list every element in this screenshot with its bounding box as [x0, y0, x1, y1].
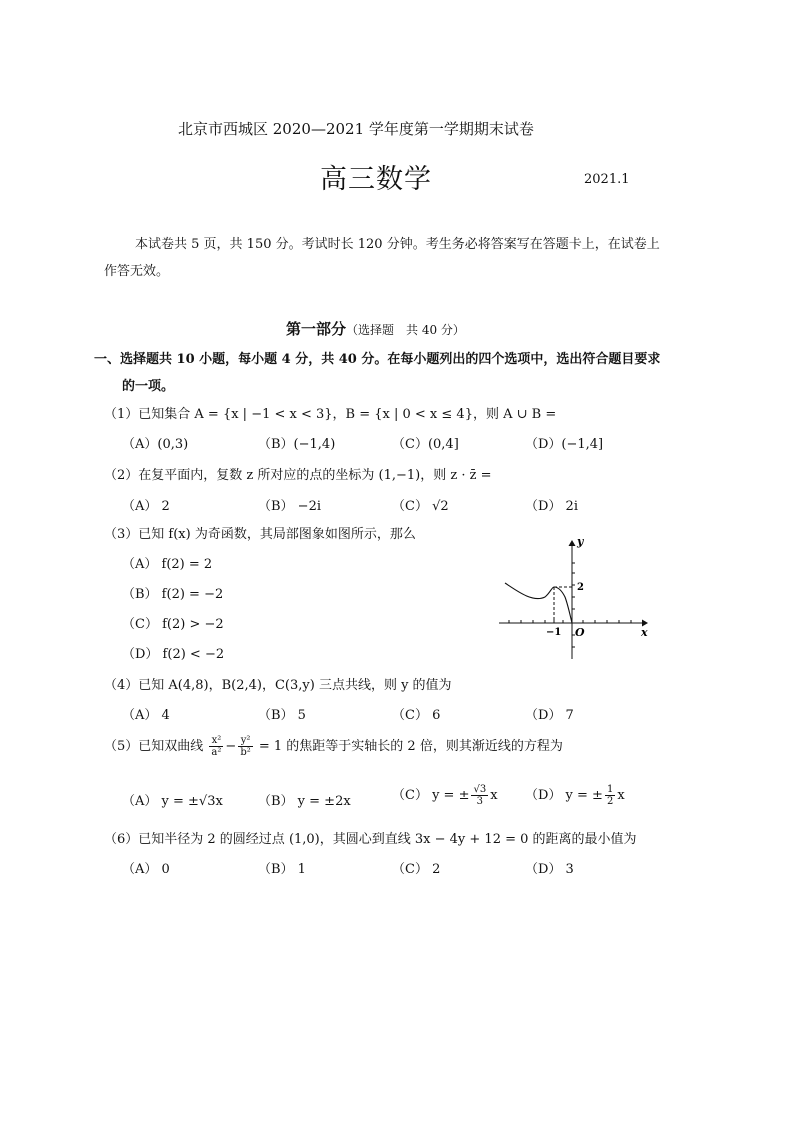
q5-option-d-prefix: （D） y = ± — [525, 788, 603, 803]
function-graph — [495, 535, 655, 665]
exam-title-line: 北京市西城区 2020—2021 学年度第一学期期末试卷 — [178, 120, 534, 138]
q3-option-d: （D） f(2) < −2 — [122, 647, 225, 662]
q5-fraction-y — [238, 735, 252, 758]
function-curve — [505, 583, 572, 623]
q5-fraction-x — [209, 735, 223, 758]
q3-option-a: （A） f(2) = 2 — [122, 557, 213, 572]
x-axis-label: x — [641, 626, 648, 639]
q5-option-c-prefix: （C） y = ± — [392, 788, 470, 803]
q2-option-a: （A） 2 — [122, 499, 170, 514]
q1-option-b: （B）(−1,4) — [258, 437, 336, 452]
q5-frac2-den: b² — [240, 747, 251, 758]
y-axis-label: y — [577, 535, 584, 548]
question-5-stem — [104, 732, 563, 762]
question-4-stem: （4）已知 A(4,8)，B(2,4)，C(3,y) 三点共线，则 y 的值为 — [104, 678, 452, 693]
q4-option-d: （D） 7 — [525, 708, 574, 723]
exam-date: 2021.1 — [584, 172, 630, 187]
q6-option-b: （B） 1 — [258, 862, 306, 877]
q5-option-d-var: x — [617, 788, 625, 803]
part1-heading-note: （选择题 共 40 分） — [346, 323, 465, 337]
q2-option-d: （D） 2i — [525, 499, 578, 514]
q5-frac1-den: a² — [211, 747, 222, 758]
q3-option-c: （C） f(2) > −2 — [122, 617, 224, 632]
question-6-stem: （6）已知半径为 2 的圆经过点 (1,0)，其圆心到直线 3x − 4y + 12 = 0 的距离的最小值为 — [104, 832, 637, 847]
q1-option-a: （A）(0,3) — [122, 437, 189, 452]
subject-title: 高三数学 — [320, 164, 432, 195]
q5-option-c-den: 3 — [476, 796, 484, 807]
y-tick-label: 2 — [577, 582, 584, 593]
q6-option-d: （D） 3 — [525, 862, 574, 877]
q2-option-c: （C） √2 — [392, 499, 449, 514]
q5-option-d-den: 2 — [606, 796, 614, 807]
q4-option-a: （A） 4 — [122, 708, 170, 723]
question-1-stem: （1）已知集合 A = {x | −1 < x < 3}，B = {x | 0 < x ≤ 4}，则 A ∪ B = — [104, 407, 557, 422]
q5-option-d-fraction — [605, 784, 615, 807]
part1-heading — [286, 318, 465, 339]
q2-option-b: （B） −2i — [258, 499, 322, 514]
origin-label: O — [575, 626, 585, 639]
section-intro-line-1: 一、选择题共 10 小题，每小题 4 分，共 40 分。在每小题列出的四个选项中，选出符合题目要求 — [94, 352, 661, 367]
q6-option-c: （C） 2 — [392, 862, 441, 877]
q6-option-a: （A） 0 — [122, 862, 170, 877]
q5-frac2-num: y² — [238, 735, 252, 747]
x-ticks — [509, 619, 631, 623]
q5-option-c-fraction — [471, 784, 488, 807]
q1-option-d: （D）(−1,4] — [525, 437, 604, 452]
q5-frac1-num: x² — [209, 735, 223, 747]
instructions-line-1: 本试卷共 5 页，共 150 分。考试时长 120 分钟。考生务必将答案写在答题卡上，在试卷上 — [135, 237, 660, 252]
q5-minus: − — [225, 739, 237, 754]
q4-option-b: （B） 5 — [258, 708, 306, 723]
question-3-stem: （3）已知 f(x) 为奇函数，其局部图象如图所示，那么 — [104, 527, 416, 542]
q5-stem-prefix: （5）已知双曲线 — [104, 739, 204, 754]
q5-option-c-var: x — [490, 788, 498, 803]
question-2-stem: （2）在复平面内，复数 z 所对应的点的坐标为 (1,−1)，则 z · z̄ = — [104, 468, 492, 483]
q5-option-b: （B） y = ±2x — [258, 794, 351, 809]
q5-stem-suffix: = 1 的焦距等于实轴长的 2 倍，则其渐近线的方程为 — [258, 739, 563, 754]
q1-option-c: （C）(0,4] — [392, 437, 459, 452]
q4-option-c: （C） 6 — [392, 708, 441, 723]
q5-option-d — [525, 781, 625, 811]
section-intro-line-2: 的一项。 — [122, 379, 175, 394]
q5-option-c-num: √3 — [473, 784, 487, 795]
q5-option-d-num: 1 — [606, 784, 614, 795]
q5-option-c — [392, 781, 498, 811]
instructions-line-2: 作答无效。 — [104, 264, 170, 279]
q5-option-a: （A） y = ±√3x — [122, 794, 223, 809]
x-tick-label: −1 — [546, 627, 562, 638]
part1-heading-title: 第一部分 — [286, 320, 347, 338]
q3-option-b: （B） f(2) = −2 — [122, 587, 224, 602]
